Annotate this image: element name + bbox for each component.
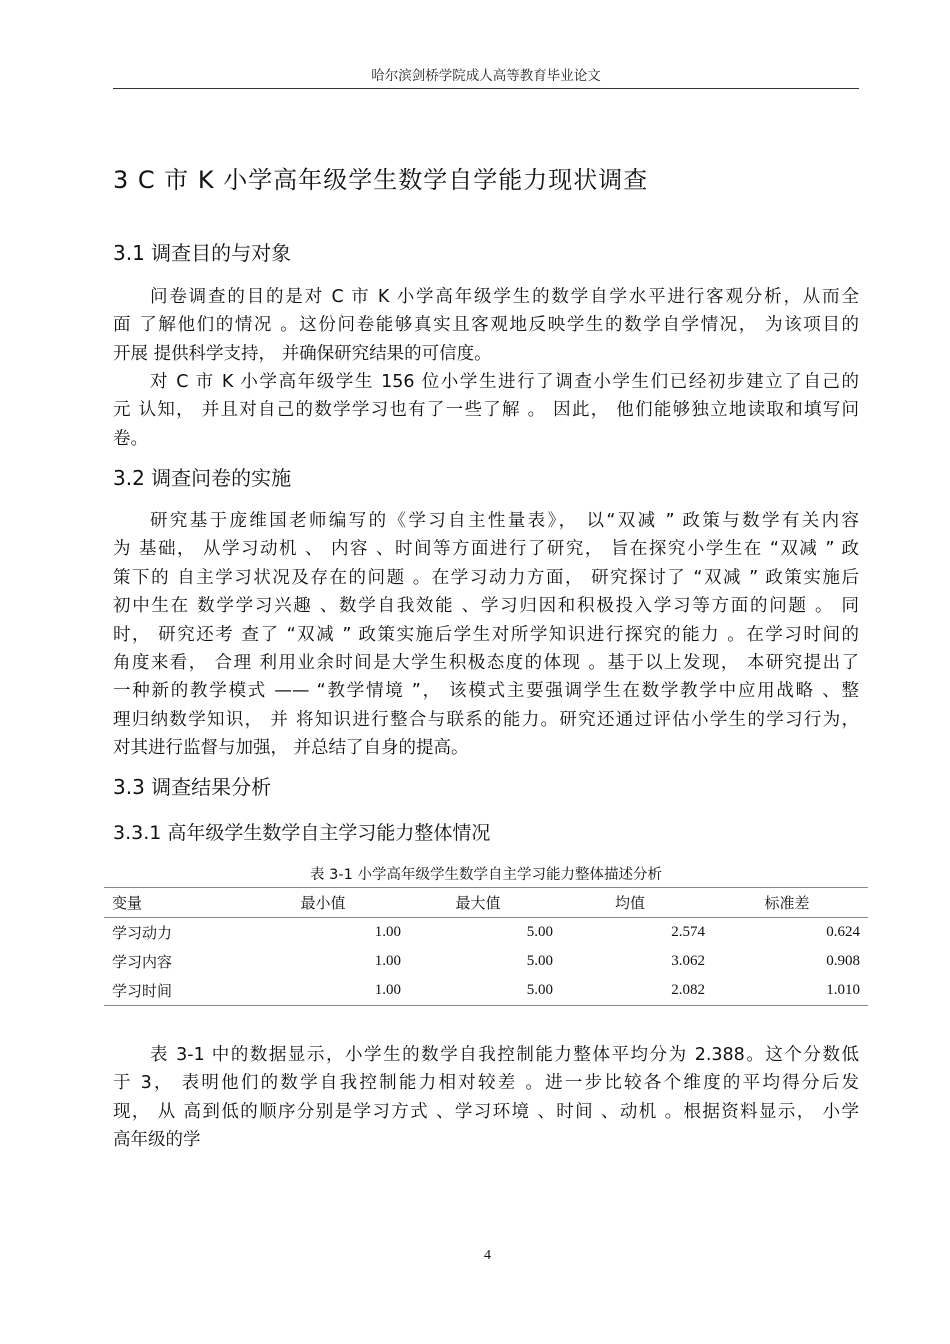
paragraph-3-1-a	[113, 283, 859, 368]
header-divider	[113, 88, 859, 89]
table-header-cell: 均值	[614, 894, 645, 912]
table-row	[104, 918, 868, 948]
value-cell: 5.00	[526, 924, 553, 940]
value-cell: 5.00	[526, 953, 553, 969]
value-cell: 0.624	[826, 924, 860, 940]
value-cell: 1.010	[826, 982, 860, 998]
text-line: 问卷调查的目的是对 C 市 K 小学高年级学生的数学自学水平进行客观分析，从而全	[150, 287, 859, 307]
subsection-3-3-1-title: 3.3.1 高年级学生数学自主学习能力整体情况	[113, 822, 491, 844]
descriptive-stats-table	[104, 887, 868, 1006]
paragraph-3-1-b	[113, 368, 859, 453]
table-header-row	[104, 888, 868, 918]
text-line: 对其进行监督与加强， 并总结了自身的提高。	[113, 738, 469, 759]
value-cell: 1.00	[374, 924, 401, 940]
text-line: 角度来看， 合理 利用业余时间是大学生积极态度的体现 。基于以上发现， 本研究提出了	[113, 652, 859, 673]
text-line: 卷。	[113, 428, 148, 449]
variable-cell: 学习内容	[112, 953, 173, 971]
value-cell: 3.062	[671, 953, 705, 969]
text-line: 理归纳数学知识， 并 将知识进行整合与联系的能力。研究还通过评估小学生的学习行为，	[113, 709, 859, 730]
chapter-title: 3 C 市 K 小学高年级学生数学自学能力现状调查	[113, 166, 649, 194]
text-line: 高年级的学	[113, 1130, 201, 1151]
table-header-cell: 最小值	[300, 894, 346, 912]
table-header-cell: 标准差	[764, 894, 810, 912]
text-line: 对 C 市 K 小学高年级学生 156 位小学生进行了调查小学生们已经初步建立了自己的	[150, 372, 859, 392]
table-row	[104, 976, 868, 1006]
table-row	[104, 947, 868, 976]
text-line: 初中生在 数学学习兴趣 、数学自我效能 、学习归因和积极投入学习等方面的问题 。 同	[113, 596, 859, 617]
text-line: 表 3-1 中的数据显示，小学生的数学自我控制能力整体平均分为 2.388。这个分数低	[150, 1045, 859, 1065]
paragraph-3-2	[113, 507, 859, 763]
text-line: 时， 研究还考 查了 “双减 ” 政策实施后学生对所学知识进行探究的能力 。在学习时间的	[113, 624, 859, 645]
text-line: 元 认知， 并且对自己的数学学习也有了一些了解 。 因此， 他们能够独立地读取和填写问	[113, 400, 859, 421]
table-caption: 表 3-1 小学高年级学生数学自主学习能力整体描述分析	[310, 867, 662, 883]
variable-cell: 学习时间	[112, 982, 173, 1000]
text-line: 为 基础， 从学习动机 、 内容 、时间等方面进行了研究， 旨在探究小学生在 “双减 ” 政	[113, 539, 859, 560]
section-3-3-title: 3.3 调查结果分析	[113, 775, 272, 799]
page-number: 4	[484, 1248, 491, 1263]
text-line: 面 了解他们的情况 。这份问卷能够真实且客观地反映学生的数学自学情况， 为该项目的	[113, 315, 859, 336]
section-3-1-title: 3.1 调查目的与对象	[113, 241, 292, 265]
value-cell: 0.908	[826, 953, 860, 969]
text-line: 研究基于庞维国老师编写的《学习自主性量表》， 以“双减 ” 政策与数学有关内容	[150, 511, 859, 531]
paragraph-3-3	[113, 1041, 859, 1155]
table-header-cell: 变量	[112, 894, 143, 912]
text-line: 一种新的教学模式 —— “教学情境 ”， 该模式主要强调学生在数学教学中应用战略 、整	[113, 681, 859, 702]
value-cell: 2.574	[671, 924, 705, 940]
text-line: 于 3， 表明他们的数学自我控制能力相对较差 。进一步比较各个维度的平均得分后发	[113, 1073, 859, 1094]
text-line: 开展 提供科学支持， 并确保研究结果的可信度。	[113, 343, 492, 364]
value-cell: 1.00	[374, 982, 401, 998]
running-header: 哈尔滨剑桥学院成人高等教育毕业论文	[371, 68, 601, 84]
section-3-2-title: 3.2 调查问卷的实施	[113, 466, 292, 490]
text-line: 现， 从 高到低的顺序分别是学习方式 、学习环境 、时间 、动机 。根据资料显示， 小学	[113, 1101, 859, 1122]
variable-cell: 学习动力	[112, 924, 173, 942]
value-cell: 2.082	[671, 982, 705, 998]
value-cell: 1.00	[374, 953, 401, 969]
value-cell: 5.00	[526, 982, 553, 998]
table-header-cell: 最大值	[455, 894, 501, 912]
text-line: 策下的 自主学习状况及存在的问题 。在学习动力方面， 研究探讨了 “双减 ” 政策实施后	[113, 567, 859, 588]
